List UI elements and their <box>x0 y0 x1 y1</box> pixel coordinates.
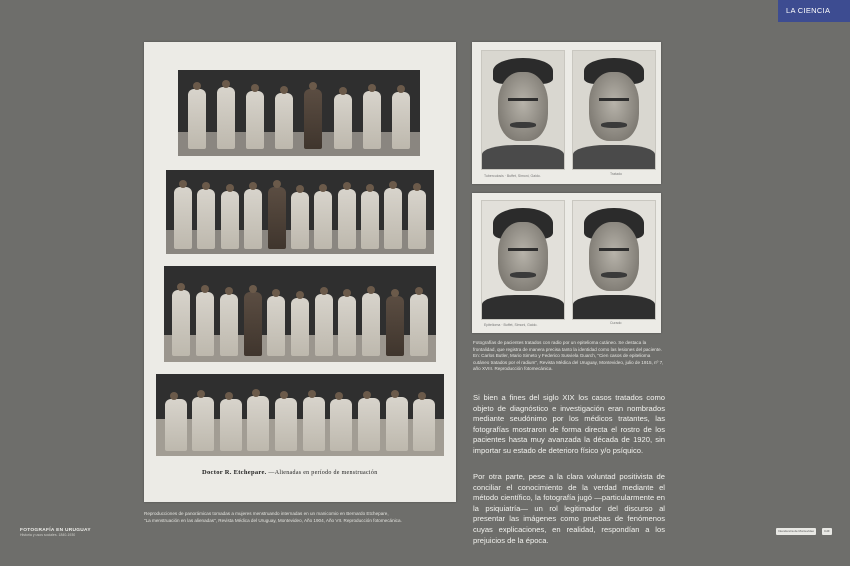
body-paragraph-2: Por otra parte, pese a la clara voluntad positivista de conciliar el conocimiento de la verdad mediante el método científico, la fotografía jugó —particularmente en la psiquiatría— un rol legitimador del discurso al presentar las imágenes como pruebas de fenómenos cuyas explicaciones, en realidad, respondían a los prejuicios de la época. <box>473 472 665 545</box>
sheet-source-line-2: "La menstruación en las alienadas", Revista Médica del Uruguay, Montevideo, Año 1904, Año VII. Reproducción fotomecánica. <box>144 518 402 523</box>
portrait-label-2a: Epitelioma · Buffet, Simoni, Gaido. <box>484 323 538 327</box>
sheet-caption-title: —Alienadas en período de menstruación <box>268 470 378 476</box>
sheet-caption-author: Doctor R. Etchepare. <box>202 469 267 476</box>
archival-sheet <box>144 42 456 502</box>
portrait-label-1b: Tratado <box>610 172 622 176</box>
sheet-source-line-1: Reproducciones de panorámicas tomadas a mujeres menstruando internadas en un manicomio en Bernardo Etchepare, <box>144 511 389 516</box>
sheet-caption <box>202 469 378 476</box>
portrait-label-1a: Tuberculosis · Buffet, Simoni, Gaido. <box>484 174 541 178</box>
portrait-front-1 <box>481 50 565 170</box>
group-photo-1 <box>178 70 420 156</box>
group-photo-3 <box>164 266 436 362</box>
brand-title: FOTOGRAFÍA EN URUGUAY <box>20 528 91 533</box>
portrait-card-1 <box>472 42 661 184</box>
sheet-source-caption <box>144 510 464 524</box>
portrait-card-2 <box>472 193 661 333</box>
intendencia-logo: Intendencia de Montevideo <box>778 529 815 533</box>
brand-subtitle: Historia y usos sociales. 1840-1930 <box>20 533 76 537</box>
cdf-logo: CdF <box>824 529 830 533</box>
portrait-treated-1 <box>572 50 656 170</box>
portrait-front-2 <box>481 200 565 320</box>
group-photo-2 <box>166 170 434 254</box>
portrait-treated-2 <box>572 200 656 320</box>
portrait-caption: Fotografías de pacientes tratados con radio por un epitelioma cutáneo. Se destaca la frontalidad, que registra de manera precisa tanto la identidad como las lesiones del paciente. En: Carlos Butler, Mario Simeto y Federico Susviela Guarch, "Cien casos de epitelioma cutáneo tratados por el radium", Revista Médica del Uruguay, Montevideo, julio de 1915, nº 7, año XVIII. Reproducción fotomecánica. <box>473 340 664 372</box>
group-photo-4 <box>156 374 444 456</box>
sponsor-logos <box>776 528 832 535</box>
section-tag: LA CIENCIA <box>778 0 850 22</box>
portrait-label-2b: Curado <box>610 321 622 325</box>
exhibition-brand <box>20 528 91 537</box>
body-paragraph-1: Si bien a fines del siglo XIX los casos tratados como objeto de diagnóstico e investigación eran nombrados mediante seudónimo por los médicos tratantes, las fotografías mostraron de forma directa el rostro de los pacientes hasta muy avanzada la década de 1920, sin importar su estado de deterioro físico y/o psíquico. <box>473 393 665 455</box>
